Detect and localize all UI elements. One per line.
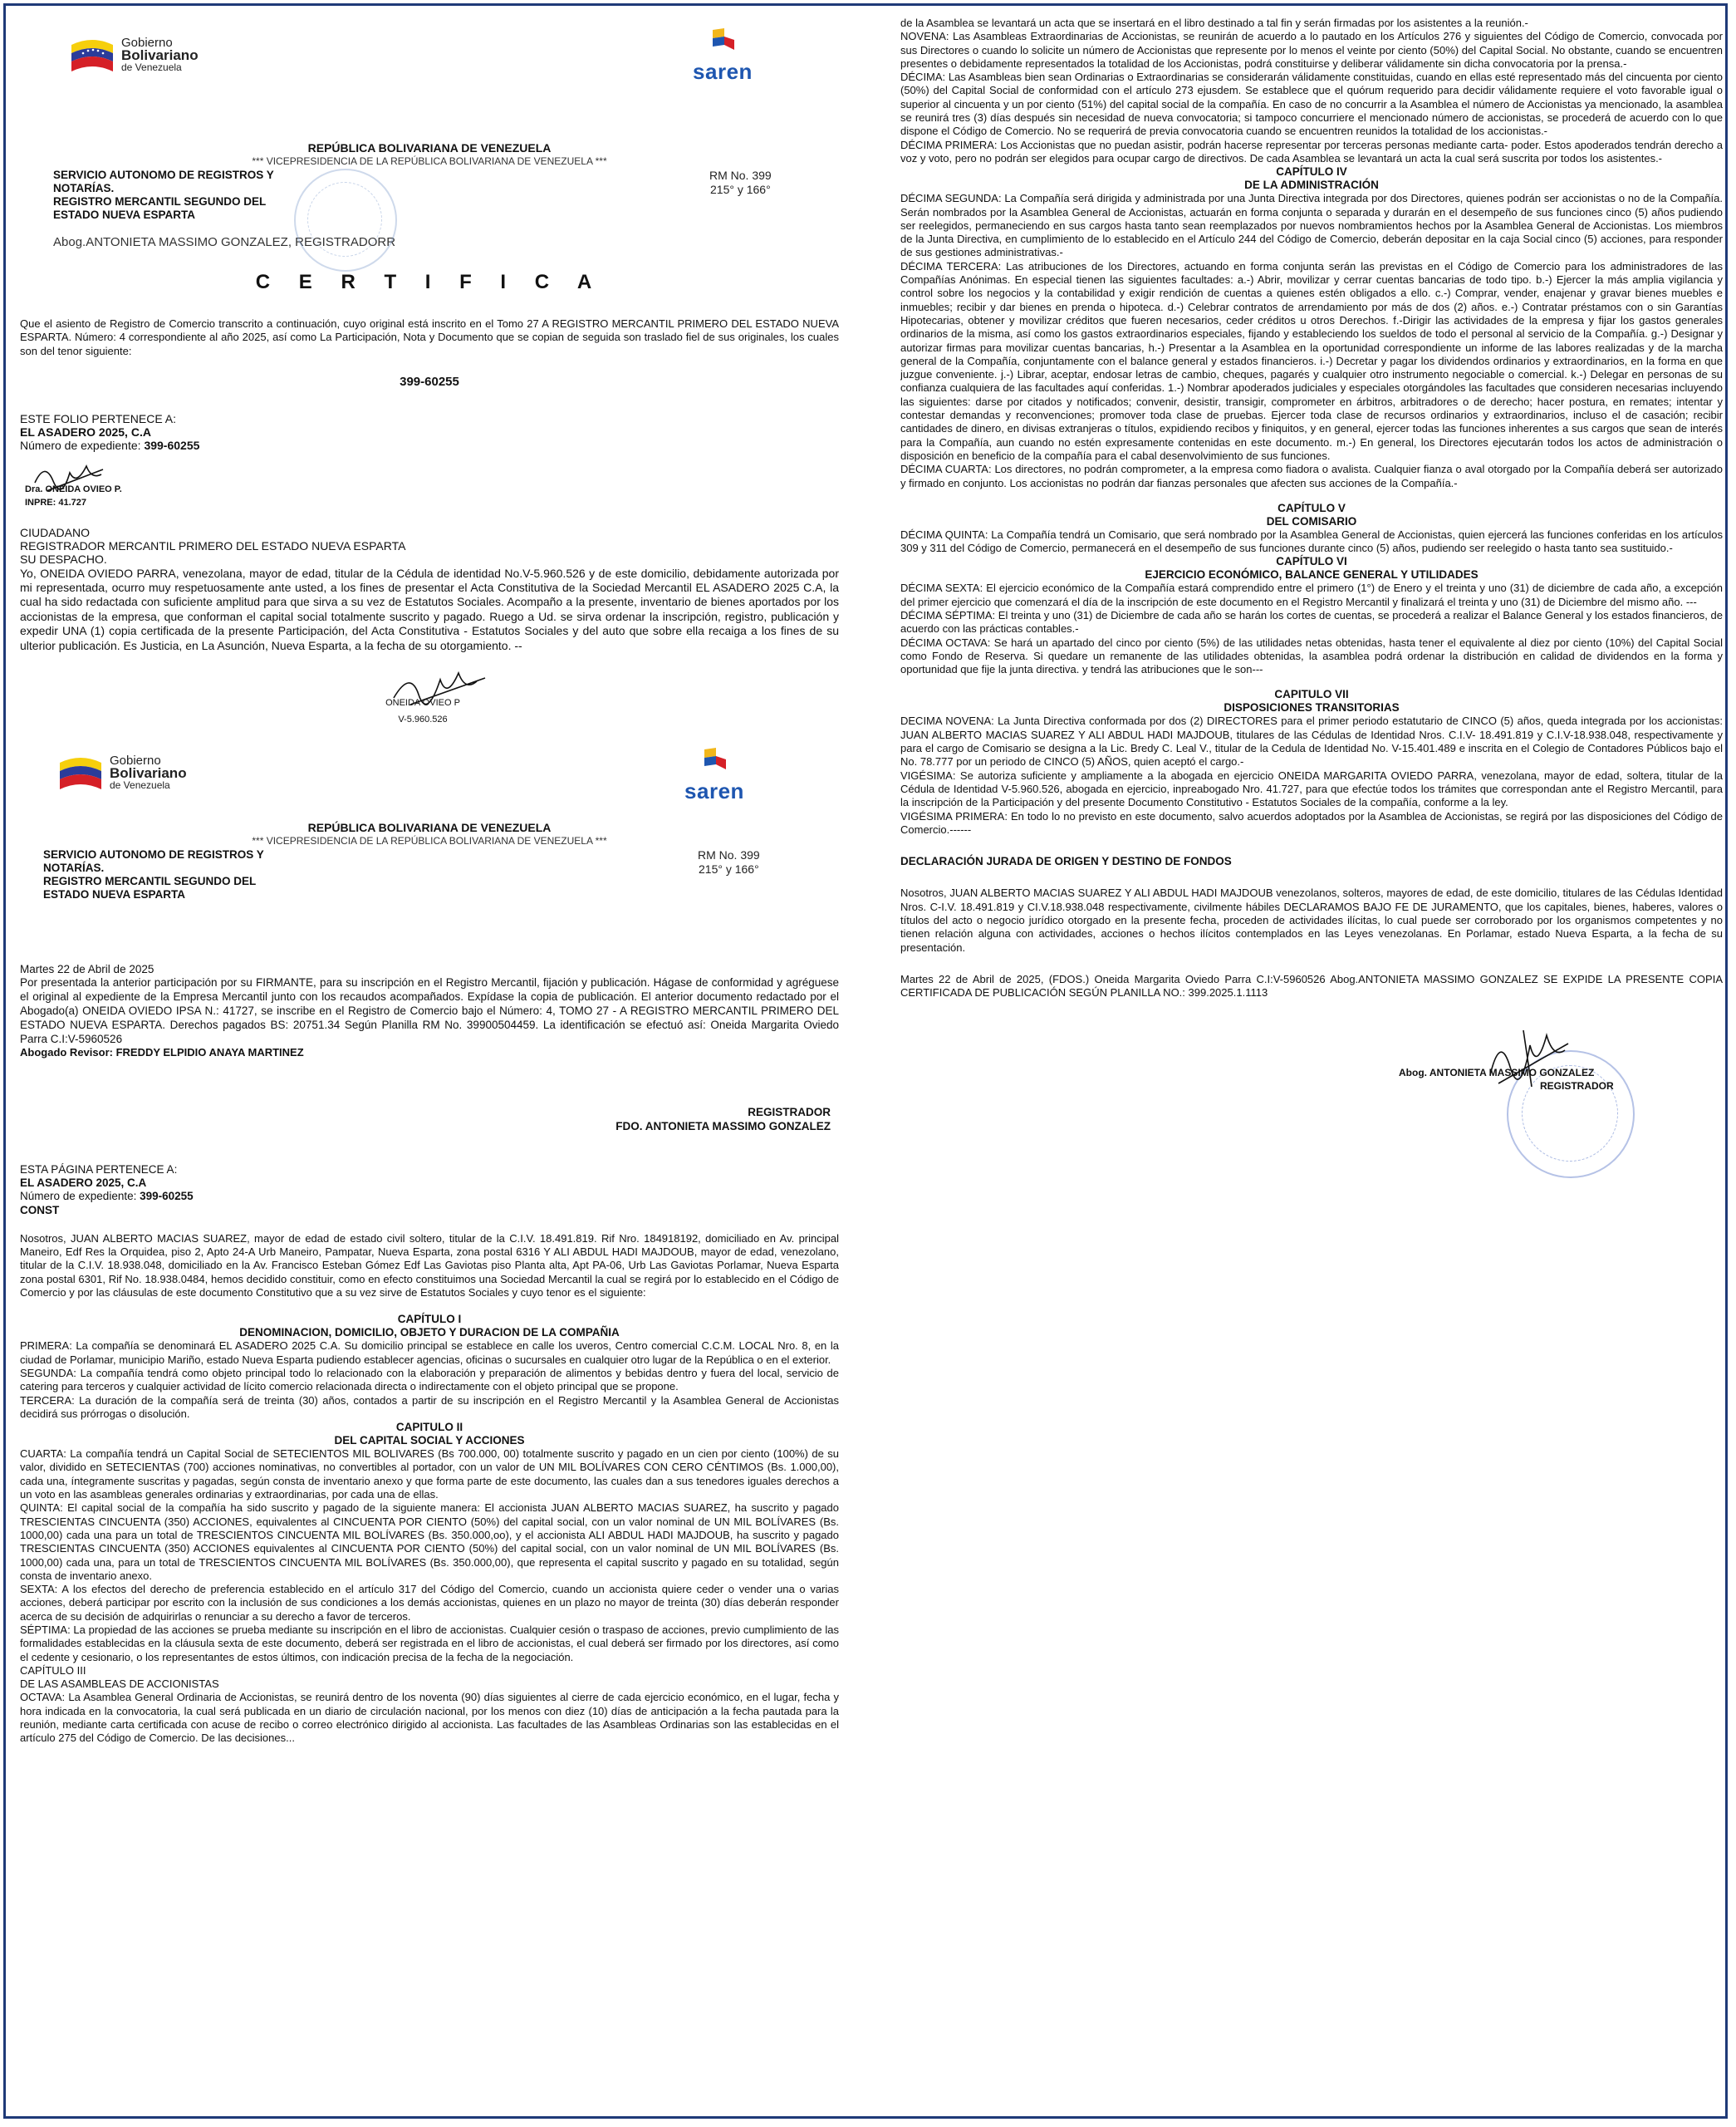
petition-paragraph: Yo, ONEIDA OVIEDO PARRA, venezolana, mayor de edad, titular de la Cédula de identidad No.V-5.960.526 y de este domicilio, debidamente autorizada por mi representada, ocurro muy respetuosamente ante usted, a los fines de presentar el Acta Constitutiva de la Sociedad Mercantil EL ASADERO 2025 C.A, la cual ha sido redactada con suficiente amplitud para que sirva a su vez de Estatutos Sociales. Acompaño a la presente, inventario de bienes aportados por los accionistas de la empresa, que conforman el capital social totalmente suscrito y pagado. Ruego a Ud. se sirva ordenar la inscripción, registro, publicación y expedir UNA (1) copia certificada de la presente Participación, del Acta Constitutiva - Estatutos Sociales y del auto que sobre ella recaiga a los fines de su ulterior publicación. Es Justicia, en La Asunción, Nueva Esparta, a la fecha de su otorgamiento. -- xyxy=(20,566,839,652)
registry-code: 399-60255 xyxy=(400,374,459,389)
folio-line-1: ESTE FOLIO PERTENECE A: xyxy=(20,411,177,425)
clause-octava: OCTAVA: La Asamblea General Ordinaria de Accionistas, se reunirá dentro de los noventa (90) días siguientes al cierre de cada ejercicio económico, en el lugar, fecha y hora indicada en la convocatoria, la cual será publicada en un diario de circulación nacional, por los menos con diez (10) días de anticipación a la fecha pautada para la reunión, mediante carta certificada con acuse de recibo o correo electrónico dirigido al accionista. Las facultades de las Asambleas Ordinarias son las establecidas en el artículo 275 del Código de Comercio. De las decisiones... xyxy=(20,1691,839,1745)
clause-novena: NOVENA: Las Asambleas Extraordinarias de Accionistas, se reunirán de acuerdo a lo pautado en los Artículos 276 y siguientes del Código de Comercio, convocada por sus Directores o cuando lo solicite un número de Accionistas que represente por lo menos el veinte por ciento (50%) del Capital Social. No obstante, cuando se encuentren presentes o debidamente representados la totalidad de los Accionistas, podrá constituirse y deliberar válidamente sin dicha convocatoria por la prensa.- xyxy=(900,30,1723,70)
registrador-name: FDO. ANTONIETA MASSIMO GONZALEZ xyxy=(615,1119,831,1132)
clause-vigesima: VIGÉSIMA: Se autoriza suficiente y ampliamente a la abogada en ejercicio ONEIDA MARGARITA OVIEDO PARRA, venezolana, mayor de edad, soltera, titular de la Cédula de Identidad V-5.960.526, abogada en ejercicio, inpreabogado Nro. 41.727, para que efectúe todos los trámites que correspondan ante el Registro Mercantil, para la inscripción de la Participación y del presente Documento Constitutivo - Estatutos Sociales de la compañía, conforme a la ley. xyxy=(900,769,1723,809)
chapter-2-title: DEL CAPITAL SOCIAL Y ACCIONES xyxy=(334,1434,525,1447)
page-belongs-1: ESTA PÁGINA PERTENECE A: xyxy=(20,1162,178,1176)
clause-decima-septima: DÉCIMA SÉPTIMA: El treinta y uno (31) de Diciembre de cada año se harán los cortes de cuentas, se procederá a realizar el Balance General y los estados financieros, de acuerdo con las prácticas contables.- xyxy=(900,608,1723,636)
chapter-7-number: CAPITULO VII xyxy=(1274,688,1349,701)
clause-decima-sexta: DÉCIMA SEXTA: El ejercicio económico de la Compañía estará comprendido entre el primero (1°) de Enero y el treinta y uno (31) de diciembre de cada año, a excepción del primer ejercicio que comenzará el día de la inscripción de este documento en el Registro Mercantil y finalizará el treinta y uno (31) de Diciembre del mismo año. --- xyxy=(900,582,1723,608)
rm-line-1: RM No. 399 xyxy=(709,169,772,182)
gob2-line-1: Gobierno xyxy=(110,753,161,768)
saren-emblem-icon-2 xyxy=(698,746,731,776)
page-exp-label: Número de expediente: xyxy=(20,1190,140,1203)
registrar-name: Abog.ANTONIETA MASSIMO GONZALEZ, REGISTRADORR xyxy=(53,235,396,249)
chapter-1-number: CAPÍTULO I xyxy=(397,1313,462,1326)
clause-tercera: TERCERA: La duración de la compañía será de treinta (30) años, contados a partir de su inscripción en el Registro Mercantil y la Asamblea General de Accionistas decidirá sus prórrogas o disolución. xyxy=(20,1393,839,1420)
clause-decima-primera: DÉCIMA PRIMERA: Los Accionistas que no puedan asistir, podrán hacerse representar por terceras personas mediante carta- poder. Estos apoderados tendrán derecho a voz y voto, pero no podrán ser elegidos para ocupar cargo de directivos. De cada Asamblea se levantará un acta la cual será suscrita por todos los asistentes.- xyxy=(900,138,1723,165)
final-signature-block xyxy=(900,1017,1723,1175)
clause-cuarta: CUARTA: La compañía tendrá un Capital Social de SETECIENTOS MIL BOLIVARES (Bs 700.000, 00) totalmente suscrito y pagado en un cien por ciento (100%) de su valor, dividido en SETECIENTAS (700) acciones nominativas, no convertibles al portador, con un valor de UN MIL BOLÍVARES CON CERO CÉNTIMOS (Bs. 1.000,00), cada una, íntegramente suscritas y pagadas, según consta de inventario anexo y que forma parte de este documento, las cuales dan a sus tenedores iguales derechos a un voto en las asambleas generales ordinarias y extraordinarias, por cada una de ellas. xyxy=(20,1447,839,1501)
saren-logo xyxy=(689,27,756,85)
header-block-2 xyxy=(20,741,839,821)
gobierno-logo-2 xyxy=(58,751,187,794)
clause-continuation: de la Asamblea se levantará un acta que se insertará en el libro destinado a tal fin y serán firmadas por los asistentes a la reunión.- xyxy=(900,17,1528,29)
clause-quinta: QUINTA: El capital social de la compañía ha sido suscrito y pagado de la siguiente manera: El accionista JUAN ALBERTO MACIAS SUAREZ, ha suscrito y pagado TRESCIENTAS CINCUENTA (350) ACCIONES, equivalentes al CINCUENTA POR CIENTO (50%) del capital social, con un valor nominal de UN MIL BOLÍVARES (Bs. 1000,00) cada una para un total de TRESCIENTOS CINCUENTA MIL BOLÍVARES (Bs. 350.000,oo), y el accionista ALI ABDUL HADI MAJDOUB, ha suscrito y pagado TRESCIENTAS CINCUENTA (350) ACCIONES equivalentes al CINCUENTA POR CIENTO (50%) del capital social, con un valor nominal de UN MIL BOLÍVARES (Bs. 1000,00) cada una, para un total de TRESCIENTOS CINCUENTA MIL BOLÍVARES (Bs. 350.000,00), que representa el capital suscrito y pagado en su totalidad, según consta de inventario anexo. xyxy=(20,1501,839,1582)
folio-line-3 xyxy=(20,439,839,452)
clause-septima: SÉPTIMA: La propiedad de las acciones se prueba mediante su inscripción en el libro de accionistas. Cualquier cesión o traspaso de acciones, previo cumplimiento de las formalidades establecidas en la cláusula sexta de este documento, deberá ser registrada en el libro de accionistas, el cual deberá ser firmado por los directores, así como el cedente y cesionario, o los representantes de estos últimos, con indicación precisa de la fecha de la negociación. xyxy=(20,1623,839,1663)
clause-decima-segunda: DÉCIMA SEGUNDA: La Compañía será dirigida y administrada por una Junta Directiva integrada por dos Directores, quienes podrán ser accionistas o no de la Compañía. Serán nombrados por la Asamblea General de Accionistas, actuarán en forma conjunta o separada y durarán en el desempeño de sus funciones cinco (5) años pudiendo ser reelegidos, permaneciendo en sus cargos hasta tanto sean reemplazados por nuevos nombramientos hechos por la Asamblea General de Accionistas. Los miembros de la Junta Directiva, en cumplimiento de lo establecido en el Artículo 244 del Código de Comercio, deberán depositar en la caja Social cinco (5) acciones, para responder de sus gestiones administrativas.- xyxy=(900,192,1723,259)
clause-segunda: SEGUNDA: La compañía tendrá como objeto principal todo lo relacionado con la elaboración y preparación de alimentos y bebidas dentro y fuera del local, servicio de catering para terceros y cualquier actividad de lícito comercio relacionada directa o indirectamente con el objeto principal que se propone. xyxy=(20,1366,839,1393)
service-line-2: NOTARÍAS. xyxy=(53,182,115,194)
clause-vigesima-primera: VIGÉSIMA PRIMERA: En todo lo no previsto en este documento, salvo acuerdos adoptados por la Asamblea de Accionistas, se regirá por las disposiciones del Código de Comercio.------ xyxy=(900,809,1723,836)
chapter-5-title: DEL COMISARIO xyxy=(1266,514,1357,528)
gob-line-3: de Venezuela xyxy=(121,61,182,73)
saren-wordmark-2: saren xyxy=(684,779,744,804)
left-column xyxy=(20,17,839,2110)
page-exp-value: 399-60255 xyxy=(140,1190,194,1203)
signature-block-2 xyxy=(20,661,839,736)
final-sign-title: REGISTRADOR xyxy=(1540,1079,1614,1092)
folio-line-2: EL ASADERO 2025, C.A xyxy=(20,425,151,440)
rm-number-2 xyxy=(698,848,760,877)
gob-line-2: Bolivariano xyxy=(121,47,199,63)
addressee-3: SU DESPACHO. xyxy=(20,553,107,567)
rm2-line-1: RM No. 399 xyxy=(698,848,760,862)
chapter-4-title: DE LA ADMINISTRACIÓN xyxy=(1244,179,1379,192)
service-line-4: ESTADO NUEVA ESPARTA xyxy=(53,209,196,221)
final-sign-name: Abog. ANTONIETA MASSIMO GONZALEZ xyxy=(1399,1066,1595,1078)
rm-line-2: 215° y 166° xyxy=(710,183,771,196)
registry-seal xyxy=(294,169,397,272)
clause-decima-quinta: DÉCIMA QUINTA: La Compañía tendrá un Comisario, que será nombrado por la Asamblea General de Accionistas, quien ejercerá las funciones conferidas en los artículos 309 y 311 del Código de Comercio, permanecerá en el desempeño de sus funciones durante cinco (5) años, pudiendo ser reelegido o hasta tanto sea sustituido.- xyxy=(900,528,1723,555)
registrador-block xyxy=(20,1105,831,1133)
saren-wordmark: saren xyxy=(693,59,753,84)
republic-title-2: REPÚBLICA BOLIVARIANA DE VENEZUELA xyxy=(307,821,552,835)
signature-name-1: Dra. ONEIDA OVIEO P. xyxy=(25,484,122,494)
chapter-4-number: CAPÍTULO IV xyxy=(1276,165,1347,179)
revisor-line: Abogado Revisor: FREDDY ELPIDIO ANAYA MARTINEZ xyxy=(20,1046,304,1059)
clause-primera: PRIMERA: La compañía se denominará EL ASADERO 2025 C.A. Su domicilio principal se establece en calle los uveros, Centro comercial C.C.M. LOCAL Nro. 8, en la ciudad de Porlamar, municipio Mariño, estado Nueva Esparta pudiendo establecer agencias, oficinas o sucursales en cualquier otro lugar de la República o en el exterior. xyxy=(20,1339,839,1366)
nosotros-paragraph: Nosotros, JUAN ALBERTO MACIAS SUAREZ, mayor de edad de estado civil soltero, titular de la C.I.V. 18.491.819. Rif Nro. 184918192, domiciliado en Av. principal Maneiro, Edf Res la Orquidea, piso 2, Apto 24-A Urb Maneiro, Pampatar, Nueva Esparta, zona postal 6316 Y ALI ABDUL HADI MAJDOUB, mayor de edad, venezolano, titular de la C.I.V. 18.938.048, domiciliado en la Av. Francisco Esteban Gómez Edf Las Gaviotas piso Planta alta, Apt PA-06, Urb Las Gaviotas Porlamar, Nueva Esparta zona postal 6301, Rif No. 18.938.0484, hemos decidido constituir, como en efecto constituimos una Sociedad Mercantil la cual se regirá por lo establecido en el Código de Comercio y por las cláusulas de este documento Constitutivo que a su vez sirve de Estatutos Sociales y cuyo tenor es el siguiente: xyxy=(20,1231,839,1299)
declaration-title: DECLARACIÓN JURADA DE ORIGEN Y DESTINO DE FONDOS xyxy=(900,855,1232,868)
nota-date: Martes 22 de Abril de 2025 xyxy=(20,963,154,976)
gobierno-logo xyxy=(70,33,199,76)
addressee-1: CIUDADANO xyxy=(20,525,91,539)
gob2-line-3: de Venezuela xyxy=(110,779,170,791)
vice-title-2: *** VICEPRESIDENCIA DE LA REPÚBLICA BOLIVARIANA DE VENEZUELA *** xyxy=(252,835,607,847)
clause-decima-cuarta: DÉCIMA CUARTA: Los directores, no podrán comprometer, a la empresa como fiadora o avalista. Cualquier fianza o aval otorgado por la Compañía deberá ser autorizado y firmado en conjunto. Los accionistas no podrán dar fianzas personales que afecten sus acciones de la Compañía.- xyxy=(900,463,1723,489)
page-belongs-4: CONST xyxy=(20,1203,60,1216)
gob-line-1: Gobierno xyxy=(121,35,173,50)
gob2-line-2: Bolivariano xyxy=(110,764,187,781)
registrador-title: REGISTRADOR xyxy=(748,1105,831,1118)
service2-line-1: SERVICIO AUTONOMO DE REGISTROS Y xyxy=(43,848,264,862)
intro-paragraph: Que el asiento de Registro de Comercio transcrito a continuación, cuyo original está inscrito en el Tomo 27 A REGISTRO MERCANTIL PRIMERO DEL ESTADO NUEVA ESPARTA. Número: 4 correspondiente al año 2025, así como La Participación, Nota y Documento que se copian de seguida son traslado fiel de sus originales, los cuales son del tenor siguiente: xyxy=(20,317,839,357)
chapter-5-number: CAPÍTULO V xyxy=(1277,501,1346,514)
service-line-3: REGISTRO MERCANTIL SEGUNDO DEL xyxy=(53,195,267,208)
clause-sexta: SEXTA: A los efectos del derecho de preferencia establecido en el artículo 317 del Código del Comercio, cuando un accionista quiere ceder o vender una o varias acciones, deberá participar por escrito con la inclusión de sus condiciones a los demás accionistas, quienes en un plazo no mayor de treinta (30) días deberán responder acerca de su decisión de adquirirlas o renunciar a su derecho a favor de terceros. xyxy=(20,1583,839,1623)
republic-title: REPÚBLICA BOLIVARIANA DE VENEZUELA xyxy=(307,141,552,155)
venezuela-flag-icon-2 xyxy=(58,751,103,794)
final-paragraph: Martes 22 de Abril de 2025, (FDOS.) Oneida Margarita Oviedo Parra C.I:V-5960526 Abog.ANTONIETA MASSIMO GONZALEZ SE EXPIDE LA PRESENTE COPIA CERTIFICADA DE PUBLICACIÓN SEGÚN PLANILLA NO.: 399.2025.1.1113 xyxy=(900,972,1723,1000)
signature-block-1 xyxy=(20,453,839,513)
nota-paragraph: Por presentada la anterior participación por su FIRMANTE, para su inscripción en el Registro Mercantil, fijación y publicación. Hágase de conformidad y agréguese el original al expediente de la Empresa Mercantil junto con los recaudos acompañados. Expídase la copia de publicación. El anterior documento redactado por el Abogado(a) ONEIDA OVIEDO IPSA N.: 41727, se inscribe en el Registro de Comercio bajo el Número: 4, TOMO 27 - A REGISTRO MERCANTIL PRIMERO DEL ESTADO NUEVA ESPARTA. Derechos pagados BS: 20751.34 Según Planilla RM No. 39900504459. La identificación se efectuó así: Oneida Margarita Oviedo Parra C.I:V-5960526 xyxy=(20,976,839,1045)
certifica-title: C E R T I F I C A xyxy=(255,271,604,293)
service-row-2 xyxy=(20,847,839,930)
chapter-3-title: DE LAS ASAMBLEAS DE ACCIONISTAS xyxy=(20,1678,219,1691)
service-name-2 xyxy=(43,848,309,901)
service-name xyxy=(53,169,319,222)
service-row xyxy=(20,167,839,235)
chapter-6-title: EJERCICIO ECONÓMICO, BALANCE GENERAL Y UTILIDADES xyxy=(1145,568,1479,582)
clause-decima: DÉCIMA: Las Asambleas bien sean Ordinarias o Extraordinarias se considerarán válidamente constituidas, cuando en ellas esté representado más del cincuenta por ciento (50%) del Capital Social de conformidad con el artículo 273 ejusdem. Se establece que el quórum requerido para decidir válidamente requiere el voto favorable igual o superior al cincuenta y un por ciento (51%) del capital social de la compañía. En caso de no concurrir a la Asamblea el número de Accionistas ya mencionado, la asamblea se reunirá tres (3) días después sin necesidad de nueva convocatoria; si tampoco concurriere el mencionado número de accionistas, se procederá de acuerdo con lo que dispone el Código de Comercio. No se requerirá de previa convocatoria cuando se encuentren reunidos la totalidad de los accionistas.- xyxy=(900,71,1723,138)
service2-line-4: ESTADO NUEVA ESPARTA xyxy=(43,888,186,901)
signature-id-2: V-5.960.526 xyxy=(398,715,448,725)
clause-decima-octava: DÉCIMA OCTAVA: Se hará un apartado del cinco por ciento (5%) de las utilidades netas obtenidas, hasta tener el equivalente al diez por ciento (10%) del Capital Social como Fondo de Reserva. Si quedare un remanente de las utilidades obtenidas, la asamblea podrá ordenar la distribución en calidad de dividendos en la forma y oportunidad que fije la junta directiva. y tendrá las atribuciones que le son--- xyxy=(900,636,1723,676)
signature-name-2: ONEIDA OVIEO P xyxy=(385,698,460,709)
page-belongs-3 xyxy=(20,1190,839,1203)
rm2-line-2: 215° y 166° xyxy=(699,862,759,877)
vice-title: *** VICEPRESIDENCIA DE LA REPÚBLICA BOLIVARIANA DE VENEZUELA *** xyxy=(252,155,607,167)
chapter-6-number: CAPÍTULO VI xyxy=(1276,555,1347,568)
addressee-2: REGISTRADOR MERCANTIL PRIMERO DEL ESTADO NUEVA ESPARTA xyxy=(20,539,406,553)
header-block-1 xyxy=(20,17,839,141)
saren-logo-2 xyxy=(681,746,748,804)
signature-inpre: INPRE: 41.727 xyxy=(25,497,86,508)
folio-label: Número de expediente: xyxy=(20,439,145,453)
chapter-7-title: DISPOSICIONES TRANSITORIAS xyxy=(1224,701,1400,715)
chapter-1-title: DENOMINACION, DOMICILIO, OBJETO Y DURACION DE LA COMPAÑIA xyxy=(239,1326,620,1339)
service2-line-3: REGISTRO MERCANTIL SEGUNDO DEL xyxy=(43,875,257,888)
clause-decima-novena: DECIMA NOVENA: La Junta Directiva conformada por dos (2) DIRECTORES para el primer periodo estatutario de CINCO (5) años, queda integrada por los accionistas: JUAN ALBERTO MACIAS SUAREZ Y ALI ABDUL HADI MAJDOUB, titulares de las Cédulas de Identidad Nros. C.I.V- 18.491.819 y C.I.V-18.938.048, respectivamente y para el cargo de Comisario se designa a la Lic. Bredy C. Leal V., titular de la Cedula de Identidad No. V-15.401.489 e inscrita en el Colegio de Contadores Públicos bajo el No. 78.777 por un periodo de CINCO (5) AÑOS, quien aceptó el cargo.- xyxy=(900,715,1723,769)
clause-decima-tercera: DÉCIMA TERCERA: Las atribuciones de los Directores, actuando en forma conjunta serán las previstas en el Código de Comercio para los administradores de las Compañías Anónimas. En especial tienen las siguientes facultades: a.-) Abrir, movilizar y cerrar cuentas bancarias de todo tipo. b.-) Ejercer la más amplia vigilancia y control sobre los negocios y la contabilidad y exigir rendición de cuentas a quienes estén obligados a ello. c.-) Comprar, vender, enajenar y gravar bienes muebles e inmuebles; recibir y dar bienes en prenda o hipoteca. d.-) Celebrar contratos de arrendamiento por más de dos (2) años. e.-) Contratar préstamos con o sin Garantías Hipotecarias, obtener y movilizar créditos que fueren necesarios, ceder créditos u otros Derechos. f.-Dirigir las actividades de la empresa y fijar los gastos generales ordinarios de la misma, así como los gastos extraordinarios especiales, fijando y estableciendo los sueldos de todo el personal al servicio de la Compañía. g.-) Designar y autorizar firmas para movilizar cuentas bancarias, h.-) Presentar a la Asamblea en la oportunidad correspondiente un informe de las labores realizadas y de la marcha general de la Compañía, conjuntamente con el balance general y estados financieros. i.-) Decretar y pagar los dividendos ordinarios y extraordinarios, en la forma en que juzgue conveniente. j.-) Librar, aceptar, endosar letras de cambio, cheques, pagarés y cualquier otro instrumento negociable o comercial. k.-) Delegar en personas de su confianza cualquiera de las facultades aquí conferidas. 1.-) Nombrar apoderados judiciales y especiales otorgándoles las facultades que consideren necesarias incluyendo las siguientes: darse por citados y notificados; convenir, desistir, transigir, comprometer en árbitros, arbitradores o de derecho; hacer postura, en remates; intentar y contestar demandas y reconvenciones; promover toda clase de pruebas. Ejercer toda clase de recursos ordinarios y extraordinarios, incluso el de casación; recibir cantidades de dinero, en divisas extranjeras o títulos, expidiendo recibos y finiquitos, y en general, ejercer todas las funciones inherentes a sus cargos que sean de interés para la Compañía, aun cuando no estén expresamente contenidas en este documento. m.-) En general, los Directores ejecutarán todos los actos de administración o disposición en beneficio de la compañía para el cabal desenvolvimiento de sus funciones. xyxy=(900,259,1723,462)
folio-value: 399-60255 xyxy=(144,439,200,453)
saren-emblem-icon xyxy=(706,27,739,56)
chapter-2-number: CAPITULO II xyxy=(395,1421,463,1434)
page-belongs-2: EL ASADERO 2025, C.A xyxy=(20,1176,147,1189)
chapter-3-number: CAPÍTULO III xyxy=(20,1663,86,1677)
venezuela-flag-icon xyxy=(70,33,115,76)
declaration-body: Nosotros, JUAN ALBERTO MACIAS SUAREZ Y ALI ABDUL HADI MAJDOUB venezolanos, solteros, mayores de edad, de este domicilio, titulares de las Cédulas Identidad Nros. C-I.V. 18.491.819 y CI.V.18.938.048 respectivamente, civilmente hábiles DECLARAMOS BAJO FE DE JURAMENTO, que los capitales, bienes, haberes, valores o títulos del acto o negocio jurídico otorgado en la presente fecha, proceden de actividades ilícitas, lo cual puede ser corroborado por los organismos competentes y no tienen relación alguna con actividades, acciones o hechos ilícitos contemplados en las Leyes venezolanas. En Porlamar, estado Nueva Esparta, a la fecha de su presentación. xyxy=(900,887,1723,954)
service-line-1: SERVICIO AUTONOMO DE REGISTROS Y xyxy=(53,169,274,181)
service2-line-2: NOTARÍAS. xyxy=(43,862,105,875)
right-column xyxy=(900,17,1723,2110)
rm-number xyxy=(709,169,772,197)
